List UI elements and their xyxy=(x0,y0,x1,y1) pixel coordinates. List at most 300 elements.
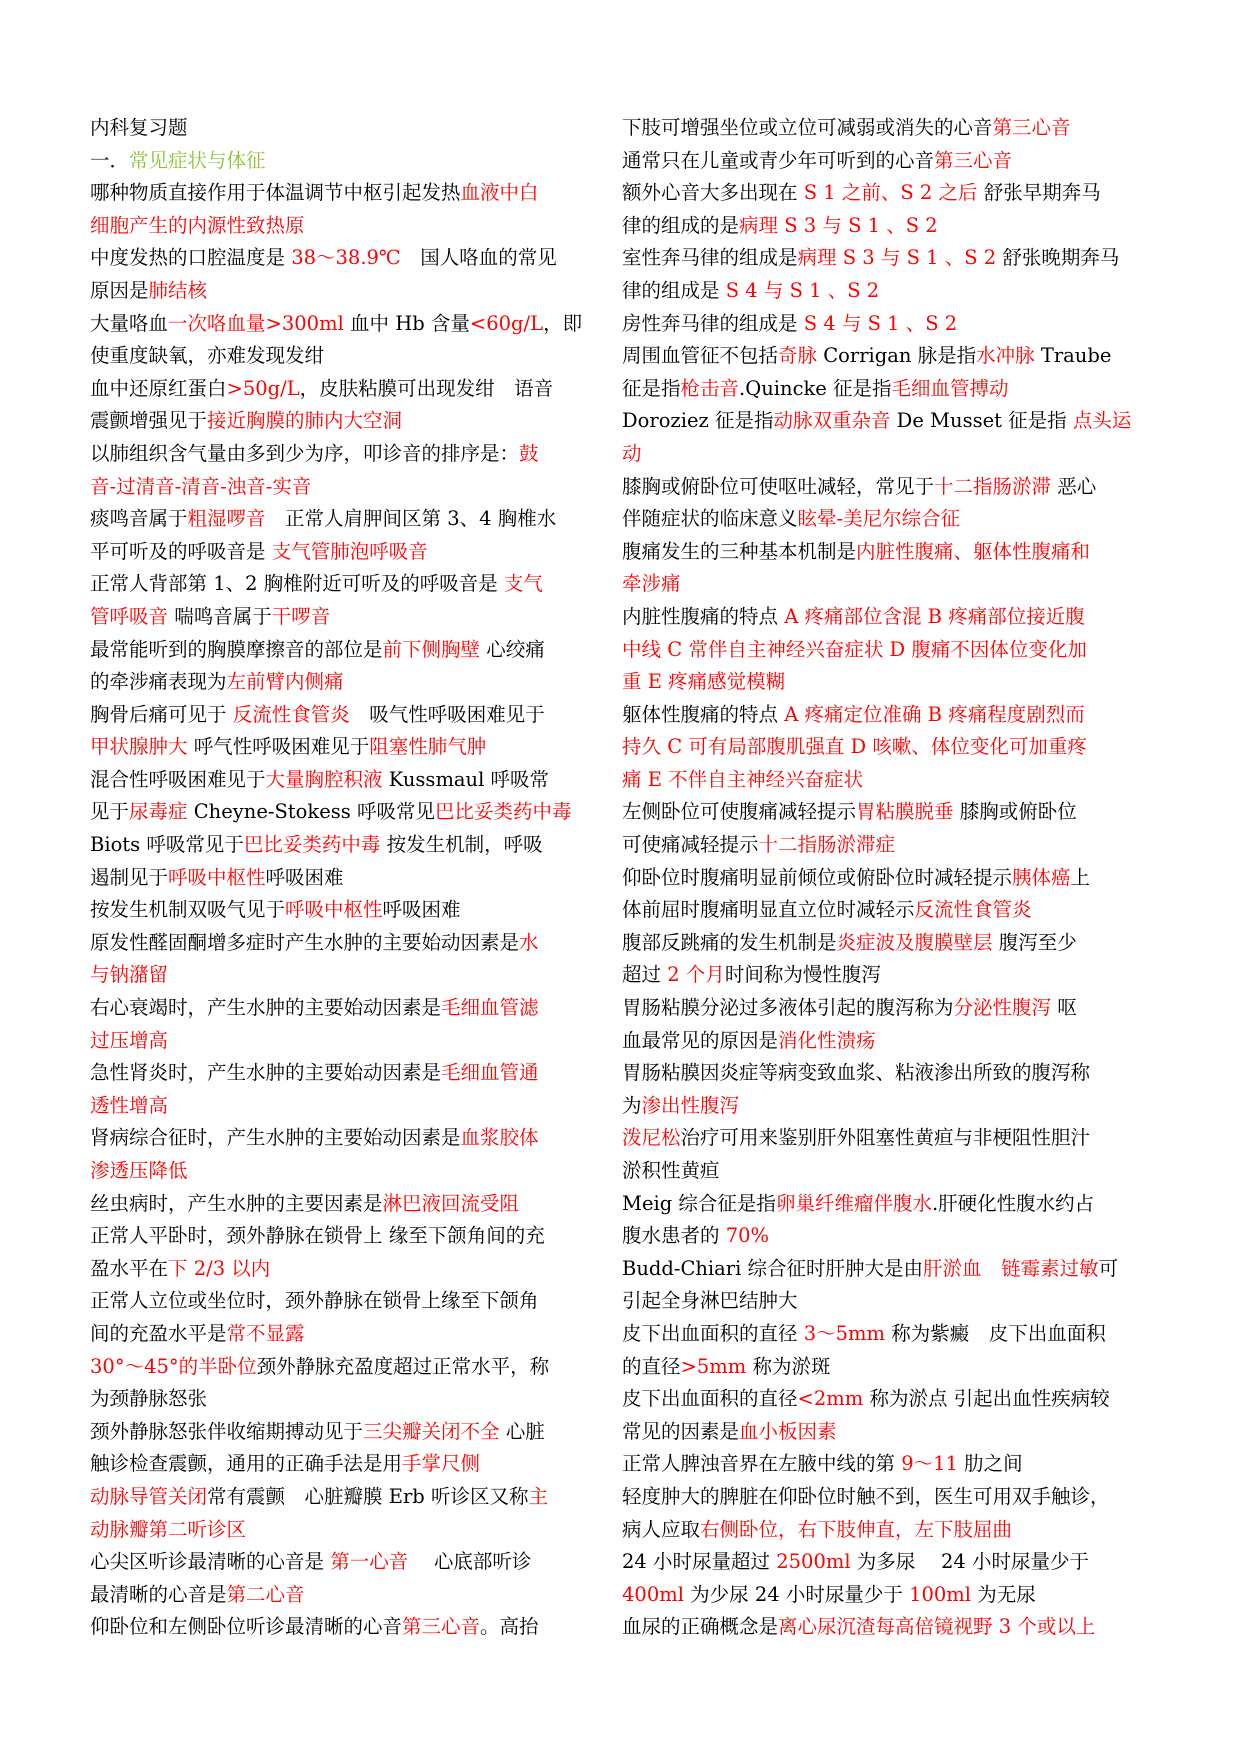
highlighted-answer: 前下侧胸壁 xyxy=(382,637,481,661)
highlighted-answer: <60g/L xyxy=(469,311,544,335)
highlighted-answer: 动脉瓣第二听诊区 xyxy=(90,1517,247,1541)
question-text: 胸骨后痛可见于 xyxy=(90,702,233,726)
highlighted-answer: 十二指肠淤滞 xyxy=(934,474,1052,498)
text-line xyxy=(622,1220,1142,1253)
text-line xyxy=(622,1253,1142,1286)
text-line xyxy=(622,568,1142,601)
text-line xyxy=(622,503,1142,536)
question-text: 急性肾炎时，产生水肿的主要始动因素是 xyxy=(90,1061,442,1085)
text-line xyxy=(622,1611,1142,1644)
text-line xyxy=(90,1057,610,1090)
question-text: 室性奔马律的组成是 xyxy=(622,246,798,270)
highlighted-answer: 常不显露 xyxy=(226,1321,305,1345)
question-text: 腹部反跳痛的发生机制是 xyxy=(622,930,837,954)
question-text: 可使痛减轻提示 xyxy=(622,833,759,857)
question-text: 仰卧位和左侧卧位听诊最清晰的心音 xyxy=(90,1615,403,1639)
question-text: 膝胸或俯卧位可使呕吐减轻，常见于 xyxy=(622,474,935,498)
question-text: 恶心 xyxy=(1051,474,1097,498)
text-line xyxy=(90,1383,610,1416)
left-column xyxy=(90,112,610,1644)
highlighted-answer: 卵巢纤维瘤伴腹水 xyxy=(775,1191,932,1215)
highlighted-answer: 十二指肠淤滞症 xyxy=(758,833,896,857)
text-line xyxy=(90,210,610,243)
question-text: 常见的因素是 xyxy=(622,1419,740,1443)
highlighted-answer: 甲状腺肿大 xyxy=(90,735,188,759)
text-line xyxy=(90,145,610,178)
highlighted-answer: 400ml xyxy=(622,1582,684,1606)
text-line xyxy=(90,471,610,504)
highlighted-answer: 消化性溃疡 xyxy=(778,1028,876,1052)
text-line xyxy=(622,894,1142,927)
question-text: 呼吸困难 xyxy=(382,898,461,922)
highlighted-answer: 内脏性腹痛、躯体性腹痛和 xyxy=(856,539,1091,563)
question-text: 伴随症状的临床意义 xyxy=(622,507,798,531)
highlighted-answer: 肝淤血 xyxy=(923,1256,982,1280)
text-line xyxy=(90,438,610,471)
question-text: 额外心音大多出现在 xyxy=(622,181,804,205)
highlighted-answer: 支气 xyxy=(503,572,543,596)
question-text: 最清晰的心音是 xyxy=(90,1582,227,1606)
question-text: 的牵涉痛表现为 xyxy=(90,670,227,694)
text-line xyxy=(622,601,1142,634)
question-text: 腹水患者的 xyxy=(622,1224,726,1248)
question-text: Biots 呼吸常见于 xyxy=(90,833,244,857)
question-text: Corrigan 脉是指 xyxy=(817,344,977,368)
highlighted-answer: >50g/L xyxy=(226,376,300,400)
question-text: 遏制见于 xyxy=(90,865,169,889)
question-text: 常有震颤 心脏瓣膜 Erb 听诊区又称 xyxy=(207,1484,529,1508)
highlighted-answer: 渗透压降低 xyxy=(90,1159,188,1182)
highlighted-answer: 病理 S 3 与 S 1 、S 2 xyxy=(739,213,938,237)
highlighted-answer: 中线 C 常伴自主神经兴奋症状 D 腹痛不因体位变化加 xyxy=(622,637,1087,661)
highlighted-answer: 水 xyxy=(519,930,539,954)
text-line xyxy=(622,405,1142,438)
text-line xyxy=(622,1351,1142,1384)
text-line xyxy=(90,1090,610,1123)
question-text: 心尖区听诊最清晰的心音是 xyxy=(90,1550,331,1574)
text-line xyxy=(90,829,610,862)
question-text: 。高抬 xyxy=(480,1615,539,1639)
highlighted-answer: 3～5mm xyxy=(803,1321,885,1345)
highlighted-answer: 重 E 疼痛感觉模糊 xyxy=(622,670,786,694)
question-text: 颈外静脉怒张伴收缩期搏动见于 xyxy=(90,1419,364,1443)
highlighted-answer: A 疼痛部位含混 B 疼痛部位接近腹 xyxy=(784,604,1085,628)
question-text: 按发生机制双吸气见于 xyxy=(90,898,286,922)
highlighted-answer: 右侧卧位，右下肢伸直，左下肢屈曲 xyxy=(700,1517,1013,1541)
question-text: 哪种物质直接作用于体温调节中枢引起发热 xyxy=(90,181,461,205)
question-text: 血最常见的原因是 xyxy=(622,1028,779,1052)
highlighted-answer: 巴比妥类药中毒 xyxy=(243,833,381,857)
question-text: 律的组成的是 xyxy=(622,213,740,237)
question-text: 正常人立位或坐位时，颈外静脉在锁骨上缘至下颌角 xyxy=(90,1289,539,1313)
text-line xyxy=(90,1416,610,1449)
highlighted-answer: S 4 与 S 1 、S 2 xyxy=(725,278,880,302)
highlighted-answer: 尿毒症 xyxy=(129,800,188,824)
highlighted-answer: 9～11 xyxy=(901,1452,958,1476)
question-text: 最常能听到的胸膜摩擦音的部位是 xyxy=(90,637,383,661)
text-line xyxy=(622,634,1142,667)
text-line xyxy=(622,112,1142,145)
highlighted-answer: 第三心音 xyxy=(992,116,1071,139)
highlighted-answer: 持久 C 可有局部腹肌强直 D 咳嗽、体位变化可加重疼 xyxy=(622,735,1087,759)
highlighted-answer: 胃粘膜脱垂 xyxy=(856,800,954,824)
question-text: 皮下出血面积的直径 xyxy=(622,1387,798,1411)
question-text: 喘鸣音属于 xyxy=(168,604,272,628)
text-line xyxy=(90,1253,610,1286)
question-text: 为颈静脉怒张 xyxy=(90,1387,208,1411)
text-line xyxy=(622,1285,1142,1318)
highlighted-answer: 70% xyxy=(725,1224,770,1248)
highlighted-answer: 与钠潴留 xyxy=(90,963,169,987)
text-line xyxy=(90,308,610,341)
text-line xyxy=(90,242,610,275)
question-text: 颈外静脉充盈度超过正常水平，称 xyxy=(256,1354,550,1378)
highlighted-answer: 毛细血管滤 xyxy=(441,996,539,1020)
text-line xyxy=(90,1514,610,1547)
text-line xyxy=(622,829,1142,862)
text-line xyxy=(622,1383,1142,1416)
highlighted-answer: 痛 E 不伴自主神经兴奋症状 xyxy=(622,767,864,791)
highlighted-answer: 音-过清音-清音-浊音-实音 xyxy=(90,474,312,498)
question-text: 为无尿 xyxy=(971,1582,1036,1606)
highlighted-answer: 过压增高 xyxy=(90,1028,169,1052)
question-text: ，即 xyxy=(543,311,583,335)
text-line xyxy=(90,1122,610,1155)
question-text: 内脏性腹痛的特点 xyxy=(622,604,785,628)
question-text: 房性奔马律的组成是 xyxy=(622,311,804,335)
text-line xyxy=(90,601,610,634)
highlighted-answer: 阻塞性肺气肿 xyxy=(369,735,487,759)
text-line xyxy=(90,992,610,1025)
highlighted-answer: 接近胸膜的肺内大空洞 xyxy=(207,409,403,433)
question-text: 正常人平卧时，颈外静脉在锁骨上 缘至下颌角间的充 xyxy=(90,1224,545,1248)
text-line xyxy=(622,340,1142,373)
question-text: 引起全身淋巴结肿大 xyxy=(622,1289,798,1313)
question-text: 病人应取 xyxy=(622,1517,701,1541)
text-line xyxy=(622,1546,1142,1579)
question-text: ，皮肤粘膜可出现发绀 语音 xyxy=(299,376,554,400)
question-text: .肝硬化性腹水约占 xyxy=(931,1191,1095,1215)
highlighted-answer: 巴比妥类药中毒 xyxy=(434,800,572,824)
question-text: 正常人脾浊音界在左腋中线的第 xyxy=(622,1452,902,1476)
text-line xyxy=(622,471,1142,504)
question-text: 大量咯血 xyxy=(90,311,169,335)
question-text: 心脏 xyxy=(499,1419,545,1443)
text-line xyxy=(622,1090,1142,1123)
text-line xyxy=(622,796,1142,829)
highlighted-answer: 毛细血管通 xyxy=(441,1061,539,1085)
question-text: 下肢可增强坐位或立位可减弱或消失的心音 xyxy=(622,116,993,139)
question-text: 盈水平在 xyxy=(90,1256,169,1280)
highlighted-answer: 2500ml xyxy=(776,1550,851,1574)
question-text: 可 xyxy=(1098,1256,1119,1280)
text-line xyxy=(90,1188,610,1221)
highlighted-answer: 血小板因素 xyxy=(739,1419,837,1443)
text-line xyxy=(90,666,610,699)
text-line xyxy=(90,373,610,406)
text-line xyxy=(622,1514,1142,1547)
highlighted-answer: 细胞产生的内源性致热原 xyxy=(90,213,305,237)
highlighted-answer: 奇脉 xyxy=(778,344,818,368)
question-text: 正常人背部第 1、2 胸椎附近可听及的呼吸音是 xyxy=(90,572,504,596)
text-line xyxy=(622,992,1142,1025)
highlighted-answer: 淋巴液回流受阻 xyxy=(382,1191,520,1215)
highlighted-answer: 支气管肺泡呼吸音 xyxy=(271,539,428,563)
highlighted-answer: 胰体癌 xyxy=(1012,865,1071,889)
highlighted-answer: 血浆胶体 xyxy=(460,1126,539,1150)
question-text: 舒张晚期奔马 xyxy=(996,246,1120,270)
text-line xyxy=(622,862,1142,895)
question-text: Kussmaul 呼吸常 xyxy=(382,767,550,791)
highlighted-answer: 链霉素过敏 xyxy=(1001,1256,1099,1280)
text-line xyxy=(90,536,610,569)
question-text: 平可听及的呼吸音是 xyxy=(90,539,272,563)
question-text: 的直径 xyxy=(622,1354,681,1378)
highlighted-answer: <2mm xyxy=(797,1387,864,1411)
question-text: 震颤增强见于 xyxy=(90,409,208,433)
question-text: 吸气性呼吸困难见于 xyxy=(349,702,545,726)
section-heading: 常见症状与体征 xyxy=(129,148,266,172)
question-text: 为 xyxy=(622,1093,642,1117)
right-column xyxy=(622,112,1142,1644)
text-line xyxy=(90,568,610,601)
question-text: Traube xyxy=(1034,344,1112,368)
text-line xyxy=(622,927,1142,960)
question-text: 肾病综合征时，产生水肿的主要始动因素是 xyxy=(90,1126,461,1150)
question-text: 血尿的正确概念是 xyxy=(622,1615,779,1639)
text-line xyxy=(622,536,1142,569)
text-line xyxy=(622,1188,1142,1221)
text-line xyxy=(622,1318,1142,1351)
question-text: 心底部听诊 xyxy=(408,1550,532,1574)
question-text: 左侧卧位可使腹痛减轻提示 xyxy=(622,800,857,824)
text-line xyxy=(622,764,1142,797)
highlighted-answer: 呼吸中枢性 xyxy=(168,865,266,889)
question-text: De Musset 征是指 xyxy=(890,409,1073,433)
highlighted-answer: 鼓 xyxy=(519,441,539,465)
text-line xyxy=(622,1579,1142,1612)
highlighted-answer: >5mm xyxy=(680,1354,747,1378)
text-line xyxy=(90,764,610,797)
highlighted-answer: 手掌尺侧 xyxy=(402,1452,481,1476)
highlighted-answer: 一次咯血量>300ml xyxy=(168,311,344,335)
question-text: 称为淤斑 xyxy=(746,1354,831,1378)
text-line xyxy=(90,634,610,667)
text-line xyxy=(622,959,1142,992)
highlighted-answer: 牵涉痛 xyxy=(622,572,681,596)
text-line xyxy=(622,1416,1142,1449)
highlighted-answer: 肺结核 xyxy=(148,278,208,302)
question-text: 通常只在儿童或青少年可听到的心音 xyxy=(622,148,935,172)
text-line xyxy=(90,177,610,210)
text-line xyxy=(622,242,1142,275)
question-text: 血中还原红蛋白 xyxy=(90,376,227,400)
question-text: 腹痛发生的三种基本机制是 xyxy=(622,539,857,563)
highlighted-answer: 血液中白 xyxy=(460,181,539,205)
question-text: 24 小时尿量超过 xyxy=(622,1550,777,1574)
question-text: 为多尿 24 小时尿量少于 xyxy=(850,1550,1089,1574)
text-line xyxy=(622,731,1142,764)
text-line xyxy=(90,796,610,829)
text-line xyxy=(90,1155,610,1188)
question-text: 腹泻至少 xyxy=(992,930,1077,954)
question-text: 丝虫病时，产生水肿的主要因素是 xyxy=(90,1191,383,1215)
highlighted-answer: 眩晕-美尼尔综合征 xyxy=(797,507,961,531)
text-line xyxy=(90,1481,610,1514)
question-text: 胃肠粘膜因炎症等病变致血浆、粘液渗出所致的腹泻称 xyxy=(622,1061,1091,1085)
question-text: 征是指 xyxy=(622,376,681,400)
question-text: 肋之间 xyxy=(957,1452,1023,1476)
question-text: 为少尿 24 小时尿量少于 xyxy=(683,1582,910,1606)
question-text: 体前屈时腹痛明显直立位时减轻示 xyxy=(622,898,915,922)
question-text: 超过 xyxy=(622,963,668,987)
text-line xyxy=(622,1122,1142,1155)
text-line xyxy=(90,112,610,145)
highlighted-answer: 左前臂内侧痛 xyxy=(226,670,344,694)
highlighted-answer: 30°～45°的半卧位 xyxy=(90,1354,257,1378)
text-line xyxy=(622,1025,1142,1058)
text-line xyxy=(90,1579,610,1612)
text-line xyxy=(90,894,610,927)
highlighted-answer: 炎症波及腹膜壁层 xyxy=(836,930,993,954)
highlighted-answer: 枪击音 xyxy=(680,376,740,400)
highlighted-answer: 第一心音 xyxy=(330,1550,409,1574)
highlighted-answer: 管呼吸音 xyxy=(90,604,169,628)
question-text: 中度发热的口腔温度是 xyxy=(90,246,292,270)
text-line xyxy=(90,1318,610,1351)
question-text: 原因是 xyxy=(90,278,149,302)
text-line xyxy=(622,1057,1142,1090)
highlighted-answer: 反流性食管炎 xyxy=(914,898,1032,922)
text-line xyxy=(90,275,610,308)
highlighted-answer: 透性增高 xyxy=(90,1093,169,1117)
question-text: Budd-Chiari 综合征时肝肿大是由 xyxy=(622,1256,924,1280)
question-text: 称为紫癜 皮下出血面积 xyxy=(885,1321,1106,1345)
question-text: 治疗可用来鉴别肝外阻塞性黄疸与非梗阻性胆汁 xyxy=(680,1126,1091,1150)
text-line xyxy=(622,699,1142,732)
text-line xyxy=(90,1025,610,1058)
question-text: 使重度缺氧，亦难发现发绀 xyxy=(90,344,325,368)
question-text: 躯体性腹痛的特点 xyxy=(622,702,785,726)
text-line xyxy=(90,1448,610,1481)
question-text: 以肺组织含气量由多到少为序，叩诊音的排序是： xyxy=(90,441,520,465)
question-text: Meig 综合征是指 xyxy=(622,1191,776,1215)
question-text: 血中 Hb 含量 xyxy=(343,311,470,335)
question-text: 律的组成是 xyxy=(622,278,726,302)
text-line xyxy=(90,503,610,536)
text-line xyxy=(90,862,610,895)
question-text: 触诊检查震颤，通用的正确手法是用 xyxy=(90,1452,403,1476)
highlighted-answer: 38～38.9℃ xyxy=(291,246,401,270)
text-line xyxy=(622,666,1142,699)
highlighted-answer: 点头运 xyxy=(1072,409,1132,433)
question-text: 舒张早期奔马 xyxy=(977,181,1101,205)
text-line xyxy=(90,699,610,732)
question-text: Doroziez 征是指 xyxy=(622,409,774,433)
text-line xyxy=(622,177,1142,210)
text-line xyxy=(622,1155,1142,1188)
question-text: 膝胸或俯卧位 xyxy=(953,800,1077,824)
question-text: 间的充盈水平是 xyxy=(90,1321,227,1345)
question-text: 心绞痛 xyxy=(480,637,545,661)
highlighted-answer: 第三心音 xyxy=(934,148,1013,172)
question-text: 原发性醛固酮增多症时产生水肿的主要始动因素是 xyxy=(90,930,520,954)
question-text: 见于 xyxy=(90,800,130,824)
highlighted-answer: 泼尼松 xyxy=(622,1126,681,1150)
question-text: 痰鸣音属于 xyxy=(90,507,188,531)
highlighted-answer: 水冲脉 xyxy=(976,344,1035,368)
highlighted-answer: 呼吸中枢性 xyxy=(285,898,383,922)
question-text: 上 xyxy=(1070,865,1091,889)
question-text: 周围血管征不包括 xyxy=(622,344,779,368)
question-text: 呕 xyxy=(1051,996,1077,1020)
highlighted-answer: S 4 与 S 1 、S 2 xyxy=(803,311,958,335)
highlighted-answer: 反流性食管炎 xyxy=(232,702,350,726)
highlighted-answer: 动 xyxy=(622,441,642,465)
question-text: 皮下出血面积的直径 xyxy=(622,1321,804,1345)
question-text: 呼吸困难 xyxy=(265,865,344,889)
question-text: 一． xyxy=(90,148,130,172)
text-line xyxy=(90,1611,610,1644)
question-text: 按发生机制，呼吸 xyxy=(380,833,543,857)
question-text: 右心衰竭时，产生水肿的主要始动因素是 xyxy=(90,996,442,1020)
text-line xyxy=(622,373,1142,406)
question-text: Cheyne-Stokess 呼吸常见 xyxy=(187,800,435,824)
highlighted-answer: 动脉导管关闭 xyxy=(90,1484,208,1508)
text-line xyxy=(90,1220,610,1253)
text-line xyxy=(90,1285,610,1318)
question-text: 国人咯血的常见 xyxy=(400,246,557,270)
question-text: 胃肠粘膜分泌过多液体引起的腹泻称为 xyxy=(622,996,954,1020)
text-line xyxy=(90,405,610,438)
question-text: 时间称为慢性腹泻 xyxy=(724,963,881,987)
highlighted-answer: 病理 S 3 与 S 1 、S 2 xyxy=(797,246,997,270)
highlighted-answer: 大量胸腔积液 xyxy=(265,767,383,791)
text-line xyxy=(622,1481,1142,1514)
text-line xyxy=(622,145,1142,178)
highlighted-answer: A 疼痛定位准确 B 疼痛程度剧烈而 xyxy=(784,702,1085,726)
question-text: .Quincke 征是指 xyxy=(739,376,892,400)
highlighted-answer: 下 2/3 以内 xyxy=(168,1256,271,1280)
highlighted-answer: 三尖瓣关闭不全 xyxy=(363,1419,500,1443)
highlighted-answer: 2 个月 xyxy=(667,963,725,987)
text-line xyxy=(90,927,610,960)
question-text: 呼气性呼吸困难见于 xyxy=(187,735,370,759)
highlighted-answer: 干啰音 xyxy=(271,604,331,628)
text-line xyxy=(90,1351,610,1384)
question-text: 内科复习题 xyxy=(90,116,188,139)
text-line xyxy=(90,1546,610,1579)
highlighted-answer: 渗出性腹泻 xyxy=(641,1093,740,1117)
text-line xyxy=(90,340,610,373)
highlighted-answer: 第三心音 xyxy=(402,1615,481,1639)
question-text: 轻度肿大的脾脏在仰卧位时触不到，医生可用双手触诊， xyxy=(622,1484,1110,1508)
question-text: 混合性呼吸困难见于 xyxy=(90,767,266,791)
highlighted-answer: 分泌性腹泻 xyxy=(953,996,1052,1020)
text-line xyxy=(622,438,1142,471)
question-text: 正常人肩胛间区第 3、4 胸椎水 xyxy=(265,507,557,531)
highlighted-answer: 动脉双重杂音 xyxy=(773,409,891,433)
highlighted-answer: 毛细血管搏动 xyxy=(891,376,1009,400)
highlighted-answer: 100ml xyxy=(909,1582,972,1606)
highlighted-answer: 主 xyxy=(528,1484,548,1508)
text-line xyxy=(622,308,1142,341)
highlighted-answer: 离心尿沉渣每高倍镜视野 3 个或以上 xyxy=(778,1615,1096,1639)
text-line xyxy=(622,1448,1142,1481)
text-line xyxy=(622,275,1142,308)
highlighted-answer: 第二心音 xyxy=(226,1582,305,1606)
text-line xyxy=(90,959,610,992)
